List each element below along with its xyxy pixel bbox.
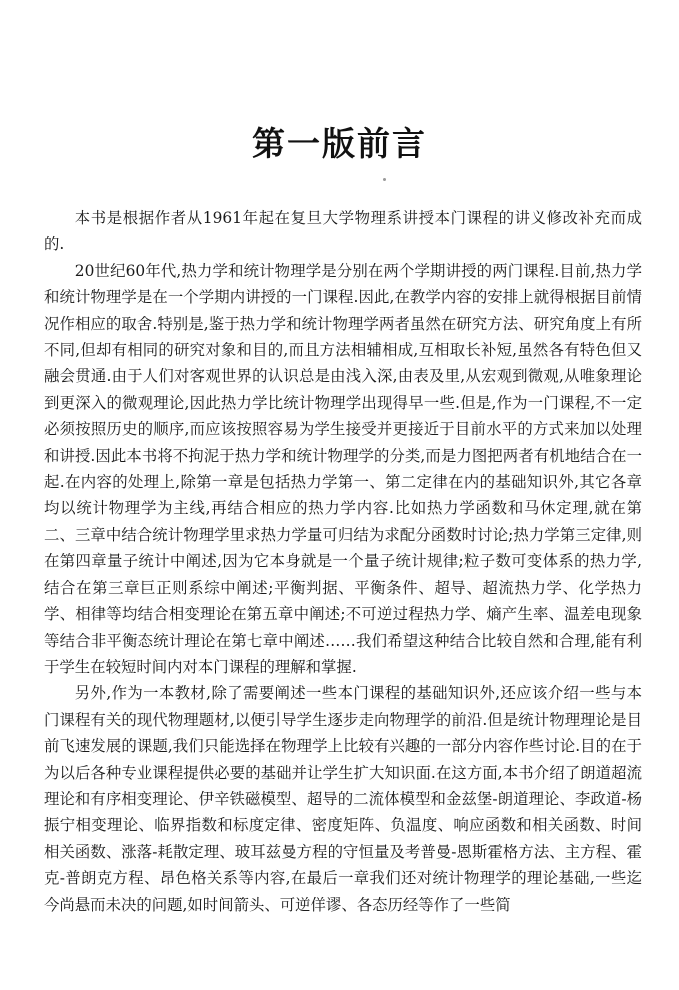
page-title: 第一版前言 [252,124,427,163]
preface-body [44,205,642,918]
paragraph-1: 本书是根据作者从1961年起在复旦大学物理系讲授本门课程的讲义修改补充而成的. [44,209,642,254]
paragraph-2: 20世纪60年代,热力学和统计物理学是分别在两个学期讲授的两门课程.目前,热力学和统计物理学是在一个学期内讲授的一门课程.因此,在教学内容的安排上就得根据目前情况作相应的取舍.特别是,鉴于热力学和统计物理学两者虽然在研究方法、研究角度上有所不同,但却有相同的研究对象和目的,而且方法相辅相成,互相取长补短,虽然各有特色但又融会贯通.由于人们对客观世界的认识总是由浅入深,由表及里,从宏观到微观,从唯象理论到更深入的微观理论,因此热力学比统计物理学出现得早一些.但是,作为一门课程,不一定必须按照历史的顺序,而应该按照容易为学生接受并更接近于目前水平的方式来加以处理和讲授.因此本书将不拘泥于热力学和统计物理学的分类,而是力图把两者有机地结合在一起.在内容的处理上,除第一章是包括热力学第一、第二定律在内的基础知识外,其它各章均以统计物理学为主线,再结合相应的热力学内容.比如热力学函数和马休定理,就在第二、三章中结合统计物理学里求热力学量可归结为求配分函数时讨论;热力学第三定律,则在第四章量子统计中阐述,因为它本身就是一个量子统计规律;粒子数可变体系的热力学,结合在第三章巨正则系综中阐述;平衡判据、平衡条件、超导、超流热力学、化学热力学、相律等均结合相变理论在第五章中阐述;不可逆过程热力学、熵产生率、温差电现象等结合非平衡态统计理论在第七章中阐述……我们希望这种结合比较自然和合理,能有利于学生在较短时间内对本门课程的理解和掌握. [44,261,642,676]
paragraph-3: 另外,作为一本教材,除了需要阐述一些本门课程的基础知识外,还应该介绍一些与本门课程有关的现代物理题材,以便引导学生逐步走向物理学的前沿.但是统计物理理论是目前飞速发展的课题,我们只能选择在物理学上比较有兴趣的一部分内容作些讨论.目的在于为以后各种专业课程提供必要的基础并让学生扩大知识面.在这方面,本书介绍了朗道超流理论和有序相变理论、伊辛铁磁模型、超导的二流体模型和金兹堡-朗道理论、李政道-杨振宁相变理论、临界指数和标度定律、密度矩阵、负温度、响应函数和相关函数、时间相关函数、涨落-耗散定理、玻耳兹曼方程的守恒量及考普曼-恩斯霍格方法、主方程、霍克-普朗克方程、昂色格关系等内容,在最后一章我们还对统计物理学的理论基础,一些迄今尚悬而未决的问题,如时间箭头、可逆佯谬、各态历经等作了一些简 [44,684,642,914]
scan-speck [383,178,386,181]
